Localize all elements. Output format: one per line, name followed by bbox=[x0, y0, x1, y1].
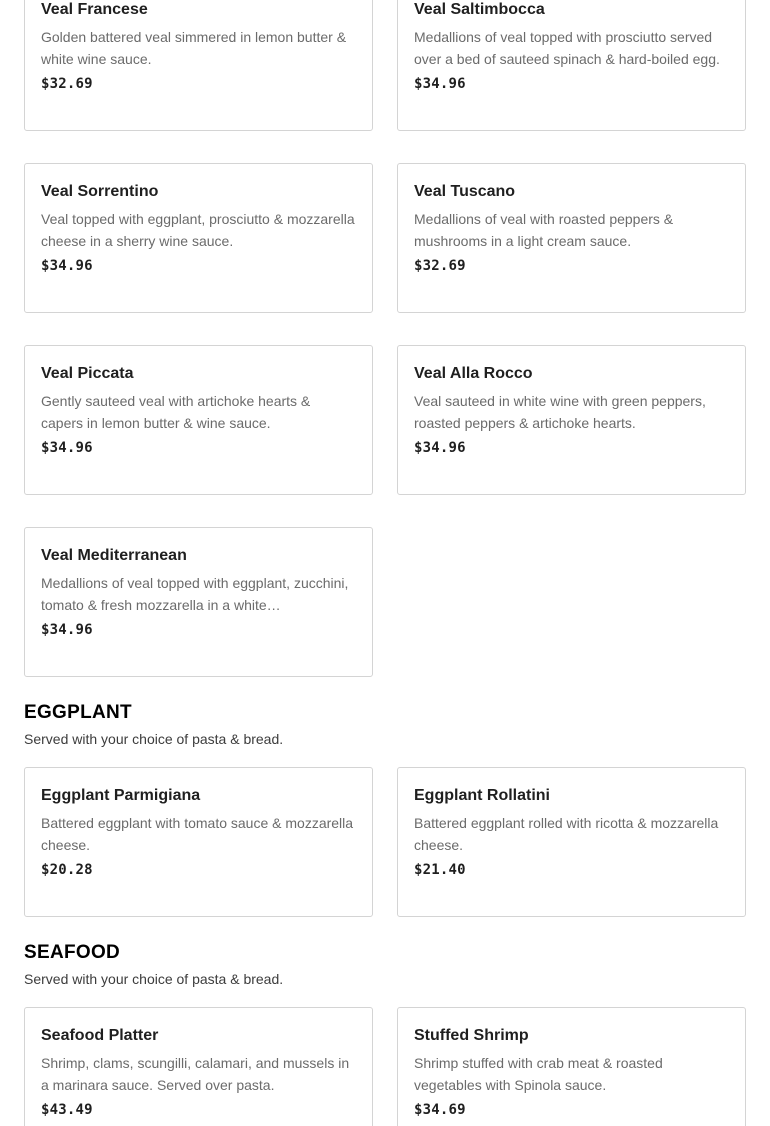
menu-item-card[interactable] bbox=[24, 1007, 373, 1126]
menu-item-description: Shrimp, clams, scungilli, calamari, and mussels in a marinara sauce. Served over pasta. bbox=[41, 1055, 350, 1093]
menu-item-card[interactable] bbox=[24, 163, 373, 313]
menu-item-description: Medallions of veal topped with prosciutto served over a bed of sauteed spinach & hard-boiled egg. bbox=[414, 29, 720, 67]
menu-item-name: Stuffed Shrimp bbox=[414, 1027, 529, 1044]
section-subtitle-eggplant: Served with your choice of pasta & bread. bbox=[24, 731, 284, 747]
menu-item-card[interactable] bbox=[397, 163, 746, 313]
menu-item-card[interactable] bbox=[397, 345, 746, 495]
menu-item-price: $32.69 bbox=[41, 76, 93, 92]
menu-item-price: $34.96 bbox=[414, 76, 466, 92]
menu-item-price: $34.96 bbox=[41, 258, 93, 274]
menu-item-card[interactable] bbox=[397, 0, 746, 131]
menu-item-name: Eggplant Rollatini bbox=[414, 787, 550, 804]
menu-item-name: Veal Piccata bbox=[41, 365, 134, 382]
menu-item-name: Veal Mediterranean bbox=[41, 547, 187, 564]
menu-item-price: $34.96 bbox=[414, 440, 466, 456]
menu-item-name: Veal Francese bbox=[41, 1, 148, 18]
menu-item-price: $32.69 bbox=[414, 258, 466, 274]
menu-item-price: $34.96 bbox=[41, 440, 93, 456]
menu-item-card[interactable] bbox=[24, 767, 373, 917]
section-subtitle-seafood: Served with your choice of pasta & bread. bbox=[24, 971, 284, 987]
menu-item-description: Veal topped with eggplant, prosciutto & mozzarella cheese in a sherry wine sauce. bbox=[41, 211, 355, 249]
menu-item-description: Golden battered veal simmered in lemon butter & white wine sauce. bbox=[41, 29, 347, 67]
menu-item-name: Veal Sorrentino bbox=[41, 183, 159, 200]
menu-item-description: Medallions of veal with roasted peppers & mushrooms in a light cream sauce. bbox=[414, 211, 674, 249]
menu-item-description: Battered eggplant with tomato sauce & mozzarella cheese. bbox=[41, 815, 354, 853]
menu-item-name: Eggplant Parmigiana bbox=[41, 787, 201, 804]
menu-item-price: $43.49 bbox=[41, 1102, 93, 1118]
menu-item-name: Veal Alla Rocco bbox=[414, 365, 533, 382]
menu-item-price: $34.96 bbox=[41, 622, 93, 638]
section-title-seafood: SEAFOOD bbox=[24, 942, 121, 963]
section-title-eggplant: EGGPLANT bbox=[24, 702, 132, 723]
menu-item-name: Veal Saltimbocca bbox=[414, 1, 545, 18]
menu-item-description: Medallions of veal topped with eggplant, zucchini, tomato & fresh mozzarella in a white… bbox=[41, 575, 349, 613]
menu-item-card[interactable] bbox=[397, 1007, 746, 1126]
menu-item-price: $21.40 bbox=[414, 862, 466, 878]
menu-item-description: Shrimp stuffed with crab meat & roasted vegetables with Spinola sauce. bbox=[414, 1055, 663, 1093]
menu-item-description: Battered eggplant rolled with ricotta & mozzarella cheese. bbox=[414, 815, 719, 853]
menu-item-name: Veal Tuscano bbox=[414, 183, 516, 200]
menu-item-price: $20.28 bbox=[41, 862, 93, 878]
menu-item-price: $34.69 bbox=[414, 1102, 466, 1118]
menu-item-card[interactable] bbox=[397, 767, 746, 917]
menu-item-name: Seafood Platter bbox=[41, 1027, 159, 1044]
menu-item-description: Gently sauteed veal with artichoke hearts & capers in lemon butter & wine sauce. bbox=[41, 393, 311, 431]
menu-item-card[interactable] bbox=[24, 0, 373, 131]
menu-item-card[interactable] bbox=[24, 527, 373, 677]
menu-item-description: Veal sauteed in white wine with green peppers, roasted peppers & artichoke hearts. bbox=[414, 393, 706, 431]
menu-item-card[interactable] bbox=[24, 345, 373, 495]
